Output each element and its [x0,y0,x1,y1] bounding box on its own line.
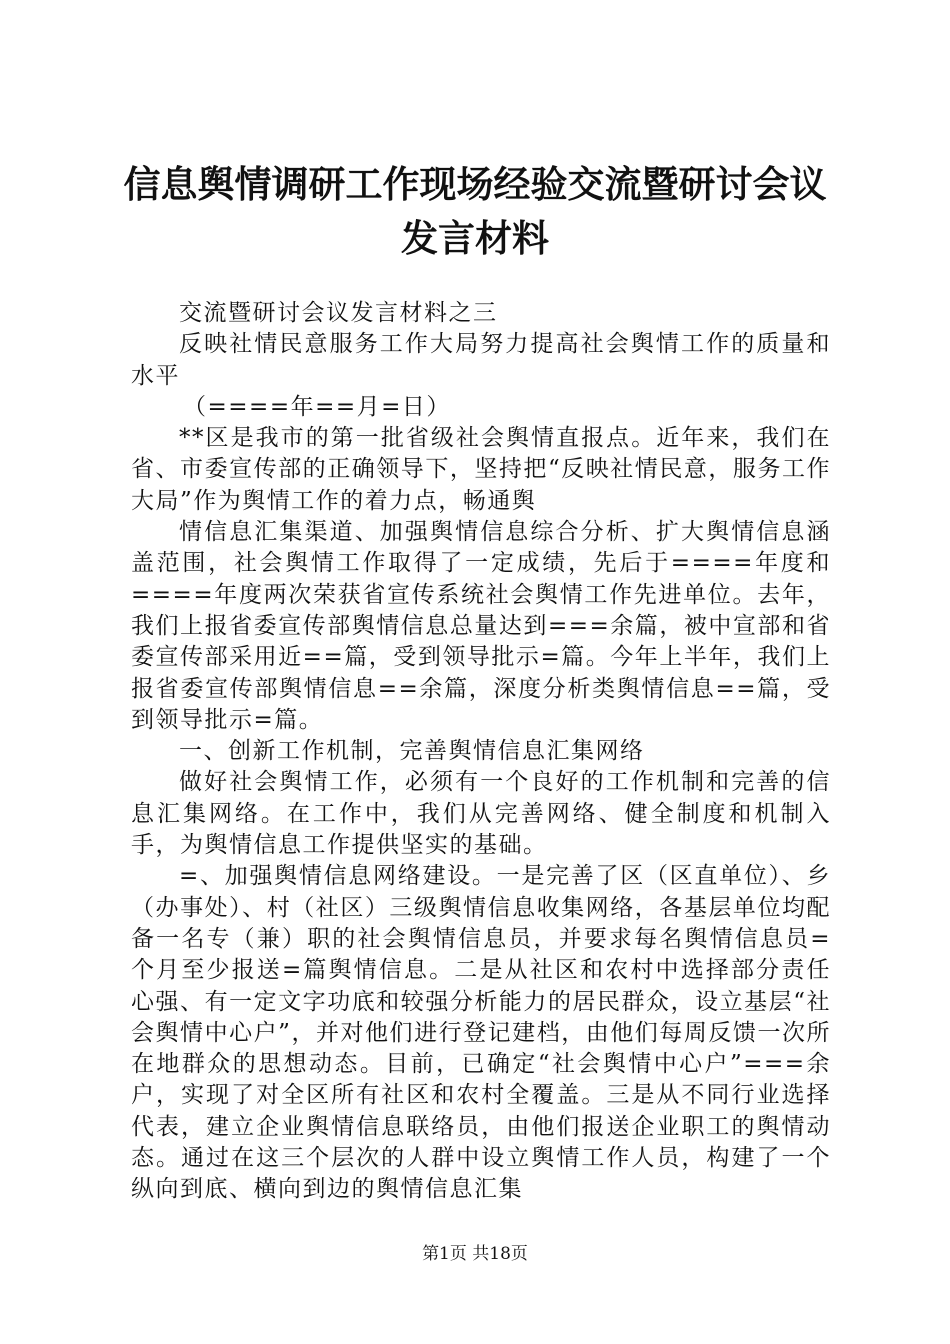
document-body [131,298,831,1206]
page-footer: 第1页 共18页 [422,1244,528,1264]
section-heading: 一、创新工作机制，完善舆情信息汇集网络 [179,738,645,765]
body-paragraph: 情信息汇集渠道、加强舆情信息综合分析、扩大舆情信息涵盖范围，社会舆情工作取得了一定成绩，先后于====年度和====年度两次荣获省宣传系统社会舆情工作先进单位。去年，我们上报省委宣传部舆情信息总量达到===余篇，被中宣部和省委宣传部采用近==篇，受到领导批示=篇。今年上半年，我们上报省委宣传部舆情信息==余篇，深度分析类舆情信息==篇，受到领导批示=篇。 [131,519,831,733]
body-paragraph: =、加强舆情信息网络建设。一是完善了区（区直单位）、乡（办事处）、村（社区）三级舆情信息收集网络，各基层单位均配备一名专（兼）职的社会舆情信息员，并要求每名舆情信息员=个月至少报送=篇舆情信息。二是从社区和农村中选择部分责任心强、有一定文字功底和较强分析能力的居民群众，设立基层“社会舆情中心户”，并对他们进行登记建档，由他们每周反馈一次所在地群众的思想动态。目前，已确定“社会舆情中心户”===余户，实现了对全区所有社区和农村全覆盖。三是从不同行业选择代表，建立企业舆情信息联络员，由他们报送企业职工的舆情动态。通过在这三个层次的人群中设立舆情工作人员，构建了一个纵向到底、横向到边的舆情信息汇集 [131,863,831,1203]
body-paragraph: **区是我市的第一批省级社会舆情直报点。近年来，我们在省、市委宣传部的正确领导下，坚持把“反映社情民意，服务工作大局”作为舆情工作的着力点，畅通舆 [131,425,831,514]
heading-paragraph: 反映社情民意服务工作大局努力提高社会舆情工作的质量和水平 [131,331,831,389]
subtitle-paragraph: 交流暨研讨会议发言材料之三 [179,300,498,326]
date-paragraph: （====年==月=日） [183,393,451,420]
document-title: 信息舆情调研工作现场经验交流暨研讨会议发言材料 [123,163,827,260]
body-paragraph: 做好社会舆情工作，必须有一个良好的工作机制和完善的信息汇集网络。在工作中，我们从完善网络、健全制度和机制入手，为舆情信息工作提供坚实的基础。 [131,769,831,859]
